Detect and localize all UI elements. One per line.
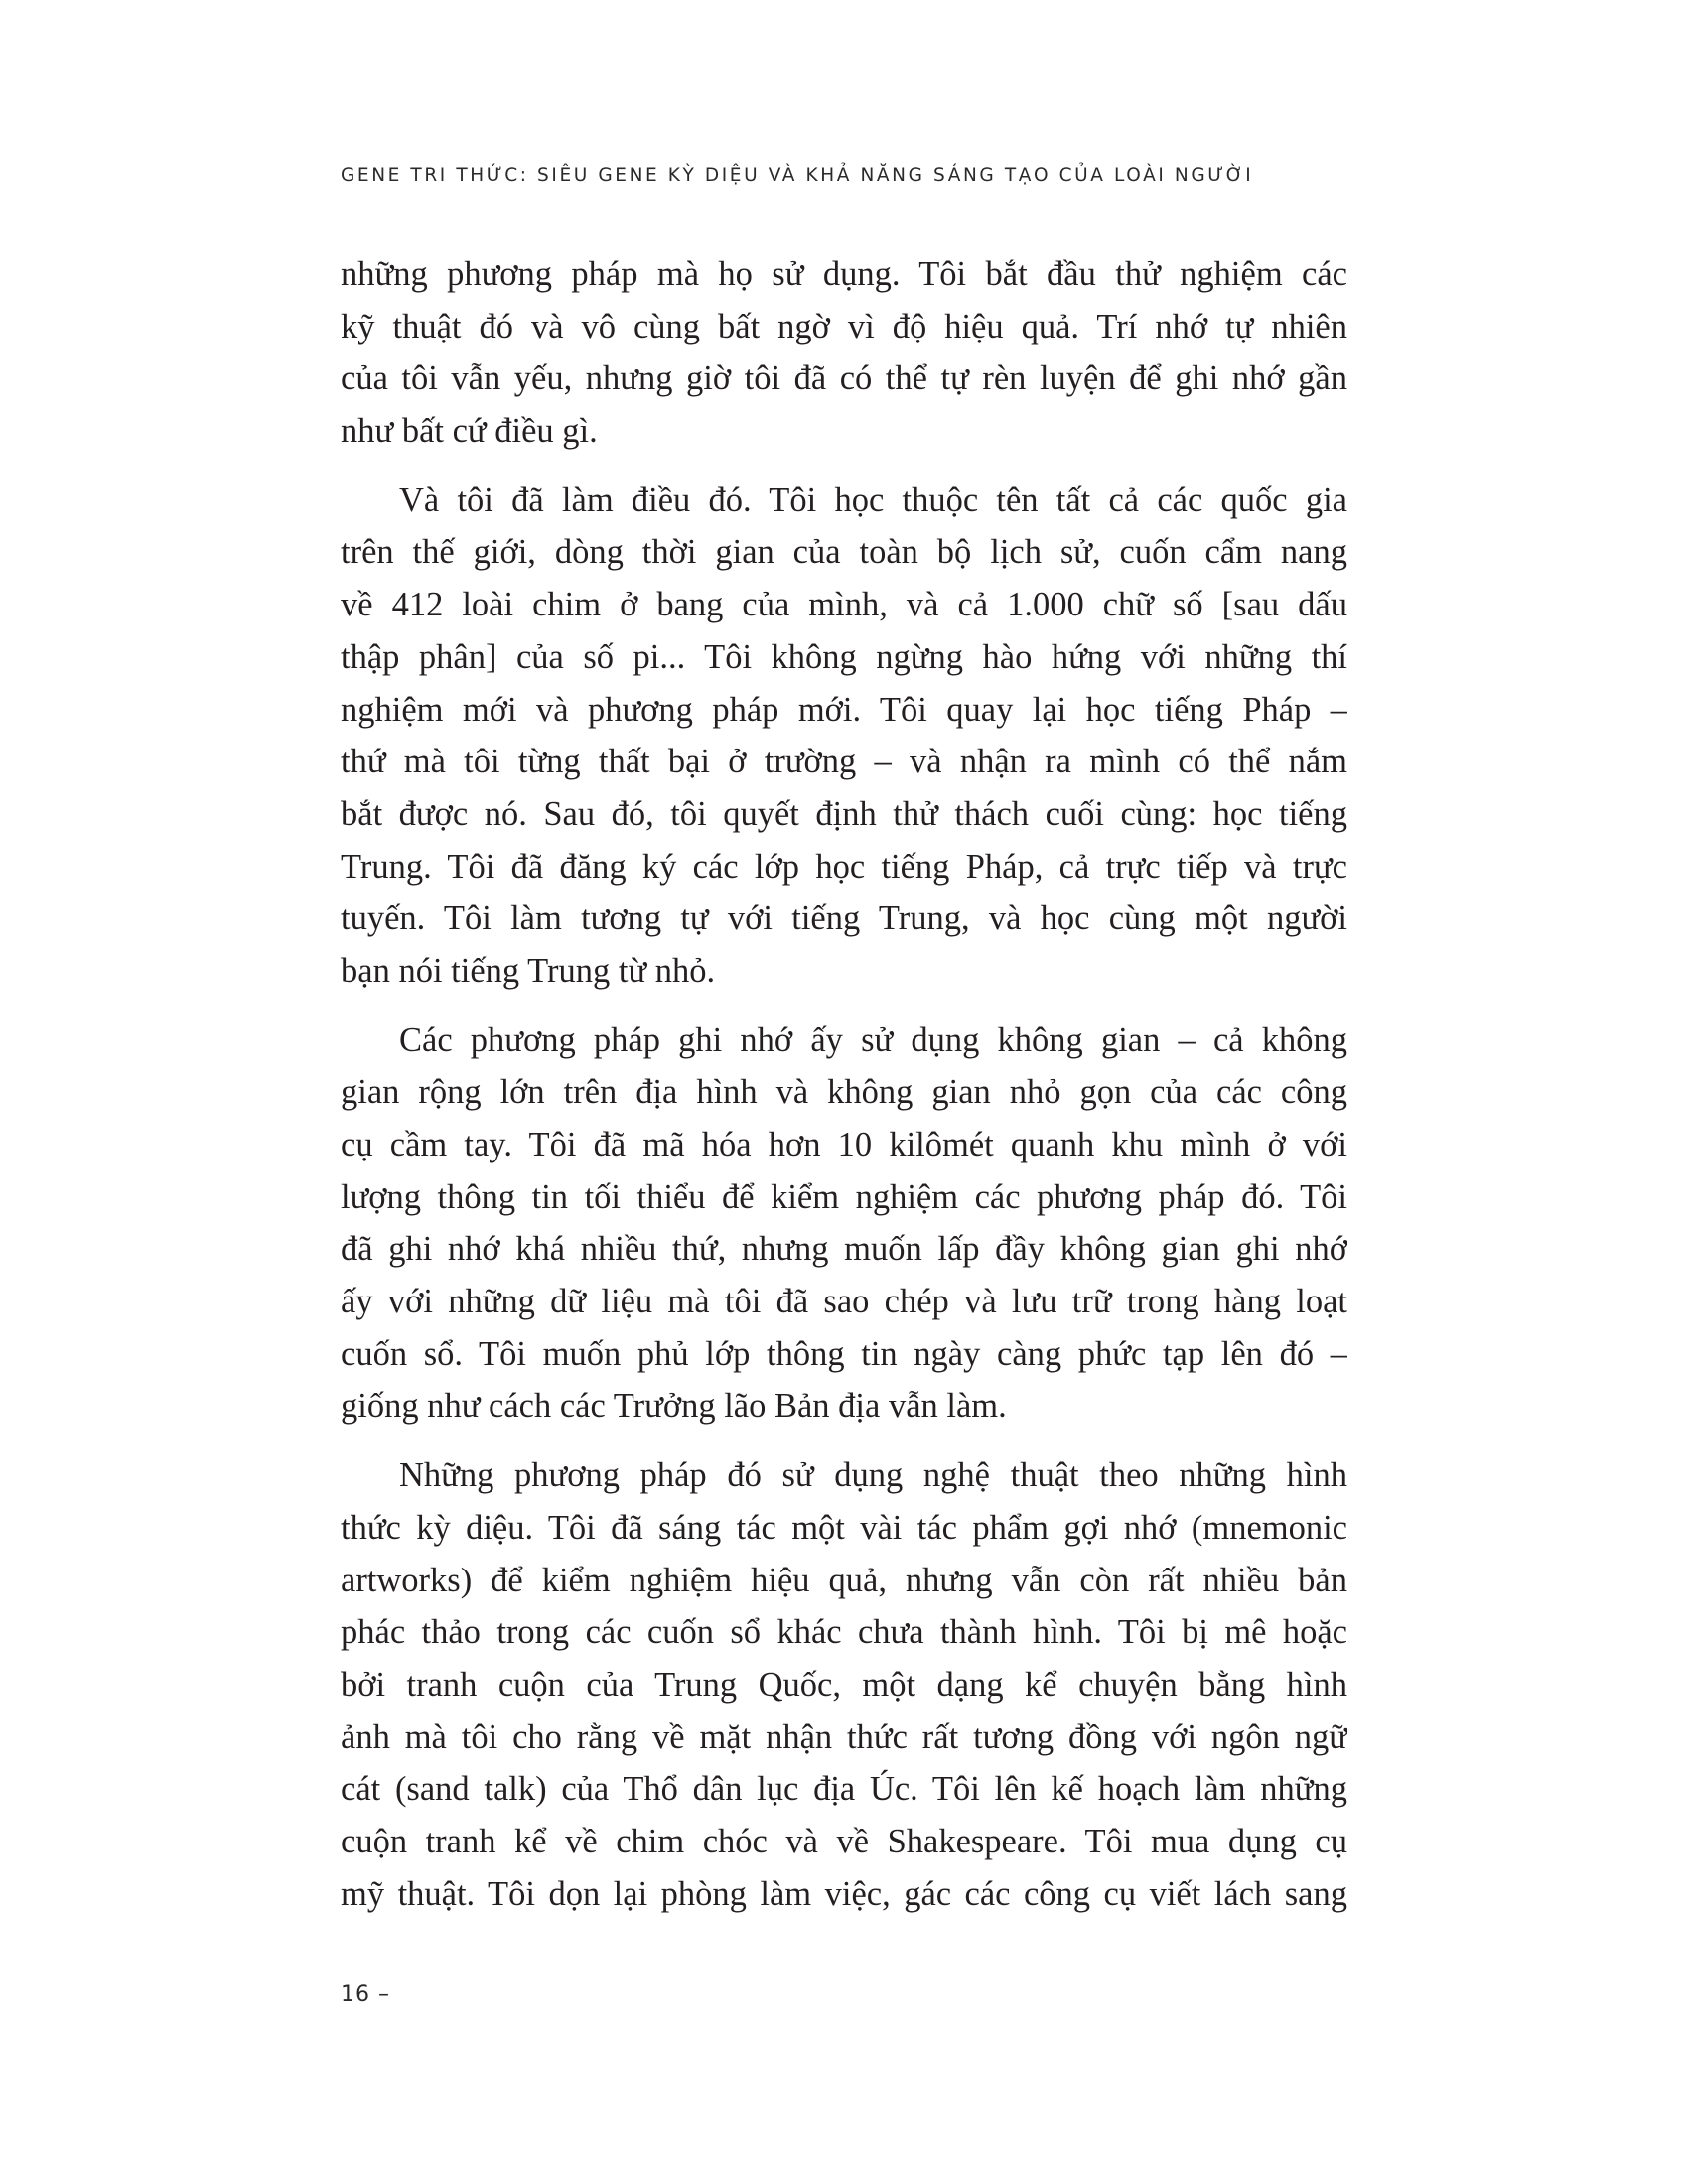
text-line: thứ mà tôi từng thất bại ở trường – và nhận ra mình có thể nắm <box>341 743 1347 781</box>
text-line: cụ cầm tay. Tôi đã mã hóa hơn 10 kilômét quanh khu mình ở với <box>341 1126 1347 1163</box>
paragraph <box>341 1449 1347 1920</box>
body-text <box>341 248 1347 1937</box>
text-line: Những phương pháp đó sử dụng nghệ thuật theo những hình <box>399 1456 1347 1495</box>
text-line: cát (sand talk) của Thổ dân lục địa Úc. Tôi lên kế hoạch làm những <box>341 1770 1347 1809</box>
text-line: kỹ thuật đó và vô cùng bất ngờ vì độ hiệu quả. Trí nhớ tự nhiên <box>341 307 1347 345</box>
text-line: phác thảo trong các cuốn sổ khác chưa thành hình. Tôi bị mê hoặc <box>341 1613 1347 1652</box>
text-line: trên thế giới, dòng thời gian của toàn bộ lịch sử, cuốn cẩm nang <box>341 533 1347 572</box>
text-line: những phương pháp mà họ sử dụng. Tôi bắt đầu thử nghiệm các <box>341 255 1347 293</box>
text-line: ấy với những dữ liệu mà tôi đã sao chép và lưu trữ trong hàng loạt <box>341 1283 1347 1321</box>
page-number: 16 – <box>341 1982 390 2007</box>
running-header: GENE TRI THỨC: SIÊU GENE KỲ DIỆU VÀ KHẢ NĂNG SÁNG TẠO CỦA LOÀI NGƯỜI <box>341 165 1254 186</box>
text-line: artworks) để kiểm nghiệm hiệu quả, nhưng vẫn còn rất nhiều bản <box>341 1561 1347 1599</box>
text-line: như bất cứ điều gì. <box>341 412 598 451</box>
paragraph <box>341 1015 1347 1433</box>
text-line: bởi tranh cuộn của Trung Quốc, một dạng kể chuyện bằng hình <box>341 1665 1347 1704</box>
text-line: Các phương pháp ghi nhớ ấy sử dụng không gian – cả không <box>399 1021 1347 1059</box>
text-line: gian rộng lớn trên địa hình và không gian nhỏ gọn của các công <box>341 1073 1347 1112</box>
text-line: bạn nói tiếng Trung từ nhỏ. <box>341 951 716 990</box>
text-line: bắt được nó. Sau đó, tôi quyết định thử thách cuối cùng: học tiếng <box>341 794 1347 833</box>
text-line: Và tôi đã làm điều đó. Tôi học thuộc tên tất cả các quốc gia <box>399 480 1347 519</box>
text-line: nghiệm mới và phương pháp mới. Tôi quay lại học tiếng Pháp – <box>341 690 1347 729</box>
text-line: ảnh mà tôi cho rằng về mặt nhận thức rất tương đồng với ngôn ngữ <box>341 1717 1347 1756</box>
text-line: giống như cách các Trưởng lão Bản địa vẫn làm. <box>341 1387 1007 1426</box>
text-line: Trung. Tôi đã đăng ký các lớp học tiếng Pháp, cả trực tiếp và trực <box>341 847 1347 886</box>
paragraph <box>341 248 1347 458</box>
text-line: tuyến. Tôi làm tương tự với tiếng Trung, và học cùng một người <box>341 899 1347 938</box>
text-line: thập phân] của số pi... Tôi không ngừng hào hứng với những thí <box>341 637 1347 676</box>
text-line: cuộn tranh kể về chim chóc và về Shakespeare. Tôi mua dụng cụ <box>341 1822 1347 1860</box>
text-line: thức kỳ diệu. Tôi đã sáng tác một vài tác phẩm gợi nhớ (mnemonic <box>341 1508 1347 1547</box>
text-line: mỹ thuật. Tôi dọn lại phòng làm việc, gác các công cụ viết lách sang <box>341 1874 1347 1913</box>
text-line: đã ghi nhớ khá nhiều thứ, nhưng muốn lấp đầy không gian ghi nhớ <box>341 1230 1347 1269</box>
paragraph <box>341 475 1347 998</box>
text-line: của tôi vẫn yếu, nhưng giờ tôi đã có thể tự rèn luyện để ghi nhớ gần <box>341 359 1347 398</box>
text-line: về 412 loài chim ở bang của mình, và cả 1.000 chữ số [sau dấu <box>341 586 1347 624</box>
text-line: lượng thông tin tối thiểu để kiểm nghiệm các phương pháp đó. Tôi <box>341 1177 1347 1216</box>
text-line: cuốn sổ. Tôi muốn phủ lớp thông tin ngày càng phức tạp lên đó – <box>341 1334 1347 1373</box>
